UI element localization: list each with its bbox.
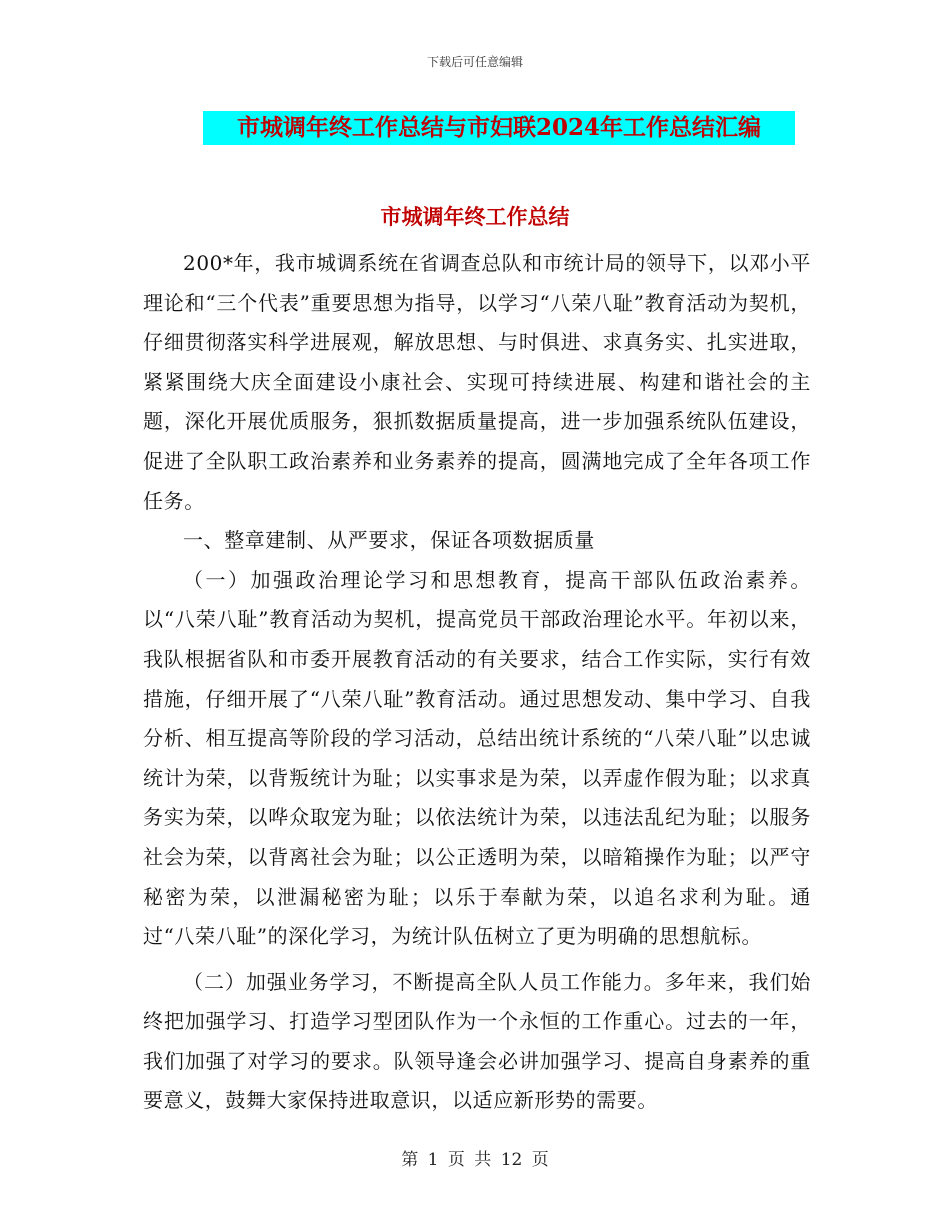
page-header-note: 下载后可任意编辑 [426,55,523,69]
page-footer: 第 1 页 共 12 页 [401,1150,549,1170]
paragraph-business-study: （二）加强业务学习，不断提高全队人员工作能力。多年来，我们始终把加强学习、打造学习型团队作为一个永恒的工作重心。过去的一年，我们加强了对学习的要求。队领导逢会必讲加强学习、提高自身素养的重要意义，鼓舞大家保持进取意识，以适应新形势的需要。 [143,969,811,1113]
document-title: 市城调年终工作总结与市妇联2024年工作总结汇编 [236,114,761,141]
document-title-highlight [203,111,795,145]
paragraph-political-study: （一）加强政治理论学习和思想教育，提高干部队伍政治素养。以“八荣八耻”教育活动为契机，提高党员干部政治理论水平。年初以来，我队根据省队和市委开展教育活动的有关要求，结合工作实际，实行有效措施，仔细开展了“八荣八耻”教育活动。通过思想发动、集中学习、自我分析、相互提高等阶段的学习活动，总结出统计系统的“八荣八耻”以忠诚统计为荣，以背叛统计为耻；以实事求是为荣，以弄虚作假为耻；以求真务实为荣，以哗众取宠为耻；以依法统计为荣，以违法乱纪为耻；以服务社会为荣，以背离社会为耻；以公正透明为荣，以暗箱操作为耻；以严守秘密为荣，以泄漏秘密为耻；以乐于奉献为荣，以追名求利为耻。通过“八荣八耻”的深化学习，为统计队伍树立了更为明确的思想航标。 [143,567,811,949]
paragraph-heading-1: 一、整章建制、从严要求，保证各项数据质量 [183,528,595,553]
document-body [143,244,811,1121]
paragraph-intro: 200*年，我市城调系统在省调查总队和市统计局的领导下，以邓小平理论和“三个代表”重要思想为指导，以学习“八荣八耻”教育活动为契机，仔细贯彻落实科学进展观，解放思想、与时俱进、求真务实、扎实进取，紧紧围绕大庆全面建设小康社会、实现可持续进展、构建和谐社会的主题，深化开展优质服务，狠抓数据质量提高，进一步加强系统队伍建设，促进了全队职工政治素养和业务素养的提高，圆满地完成了全年各项工作任务。 [143,251,811,513]
section-title: 市城调年终工作总结 [380,204,570,229]
